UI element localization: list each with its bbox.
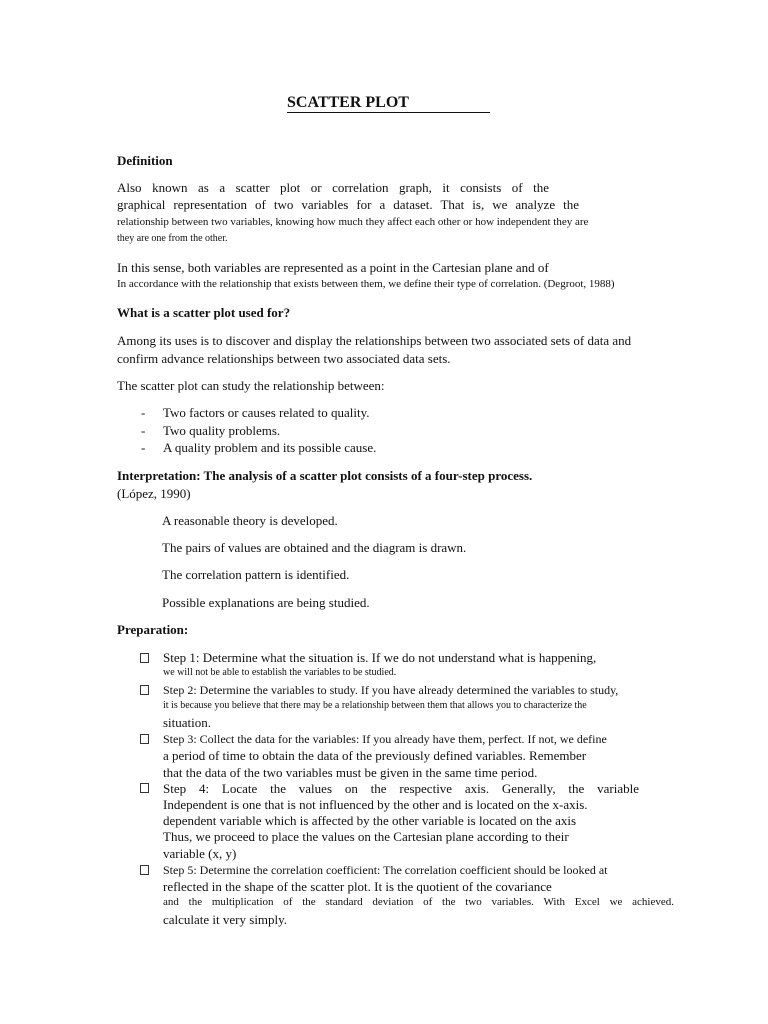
uses-bullet-2: Two quality problems. <box>163 423 281 438</box>
preparation-heading: Preparation: <box>117 622 189 637</box>
bullet-dash: - <box>141 440 146 455</box>
uses-line-1: Among its uses is to discover and display the relationships between two associated sets of data and <box>117 333 632 348</box>
title-underline <box>287 112 490 113</box>
uses-heading: What is a scatter plot used for? <box>117 305 291 320</box>
checkbox-icon <box>140 783 149 793</box>
interpretation-step-4: Possible explanations are being studied. <box>162 595 370 610</box>
definition-line-1: Also known as a scatter plot or correlation graph, it consists of the <box>117 180 549 195</box>
uses-bullet-3: A quality problem and its possible cause. <box>163 440 377 455</box>
definition-line-2: graphical representation of two variables for a dataset. That is, we analyze the <box>117 197 579 212</box>
checkbox-icon <box>140 865 149 875</box>
step4-line-3: dependent variable which is affected by the other variable is located on the axis <box>163 813 577 828</box>
step2-line-1: Step 2: Determine the variables to study. If you have already determined the variables to study, <box>163 683 619 697</box>
definition-line-3: relationship between two variables, knowing how much they affect each other or how independent they are <box>117 216 589 228</box>
uses-line-2: confirm advance relationships between two associated data sets. <box>117 351 451 366</box>
uses-bullet-1: Two factors or causes related to quality. <box>163 405 370 420</box>
uses-intro: The scatter plot can study the relationship between: <box>117 378 385 393</box>
bullet-dash: - <box>141 405 146 420</box>
interpretation-heading: Interpretation: The analysis of a scatter plot consists of a four-step process. <box>117 468 533 483</box>
step5-line-3: and the multiplication of the standard deviation of the two variables. With Excel we achieved. <box>163 896 674 908</box>
interpretation-citation: (López, 1990) <box>117 486 191 501</box>
step5-line-1: Step 5: Determine the correlation coefficient: The correlation coefficient should be looked at <box>163 863 608 877</box>
step3-line-2: a period of time to obtain the data of the previously defined variables. Remember <box>163 748 587 763</box>
step5-line-2: reflected in the shape of the scatter plot. It is the quotient of the covariance <box>163 879 552 894</box>
step4-line-4: Thus, we proceed to place the values on the Cartesian plane according to their <box>163 829 569 844</box>
step2-line-3: situation. <box>163 715 212 730</box>
definition-p2-line-1: In this sense, both variables are represented as a point in the Cartesian plane and of <box>117 260 549 275</box>
interpretation-step-3: The correlation pattern is identified. <box>162 567 350 582</box>
step5-line-4: calculate it very simply. <box>163 912 288 927</box>
checkbox-icon <box>140 685 149 695</box>
step2-line-2: it is because you believe that there may be a relationship between them that allows you to characterize the <box>163 700 587 711</box>
interpretation-step-2: The pairs of values are obtained and the diagram is drawn. <box>162 540 467 555</box>
checkbox-icon <box>140 734 149 744</box>
step4-line-2: Independent is one that is not influenced by the other and is located on the x-axis. <box>163 797 588 812</box>
step3-line-3: that the data of the two variables must be given in the same time period. <box>163 765 538 780</box>
definition-heading: Definition <box>117 153 173 168</box>
step1-line-2: we will not be able to establish the variables to be studied. <box>163 667 397 678</box>
interpretation-step-1: A reasonable theory is developed. <box>162 513 338 528</box>
page-title: SCATTER PLOT <box>287 94 409 111</box>
bullet-dash: - <box>141 423 146 438</box>
definition-line-4: they are one from the other. <box>117 233 228 244</box>
definition-p2-line-2: In accordance with the relationship that exists between them, we define their type of correlation. (Degroot, 1988) <box>117 278 615 290</box>
step3-line-1: Step 3: Collect the data for the variables: If you already have them, perfect. If not, we define <box>163 732 607 746</box>
checkbox-icon <box>140 653 149 663</box>
step4-line-1: Step 4: Locate the values on the respective axis. Generally, the variable <box>163 781 639 796</box>
step1-line-1: Step 1: Determine what the situation is. If we do not understand what is happening, <box>163 650 597 665</box>
step4-line-5: variable (x, y) <box>163 846 237 861</box>
